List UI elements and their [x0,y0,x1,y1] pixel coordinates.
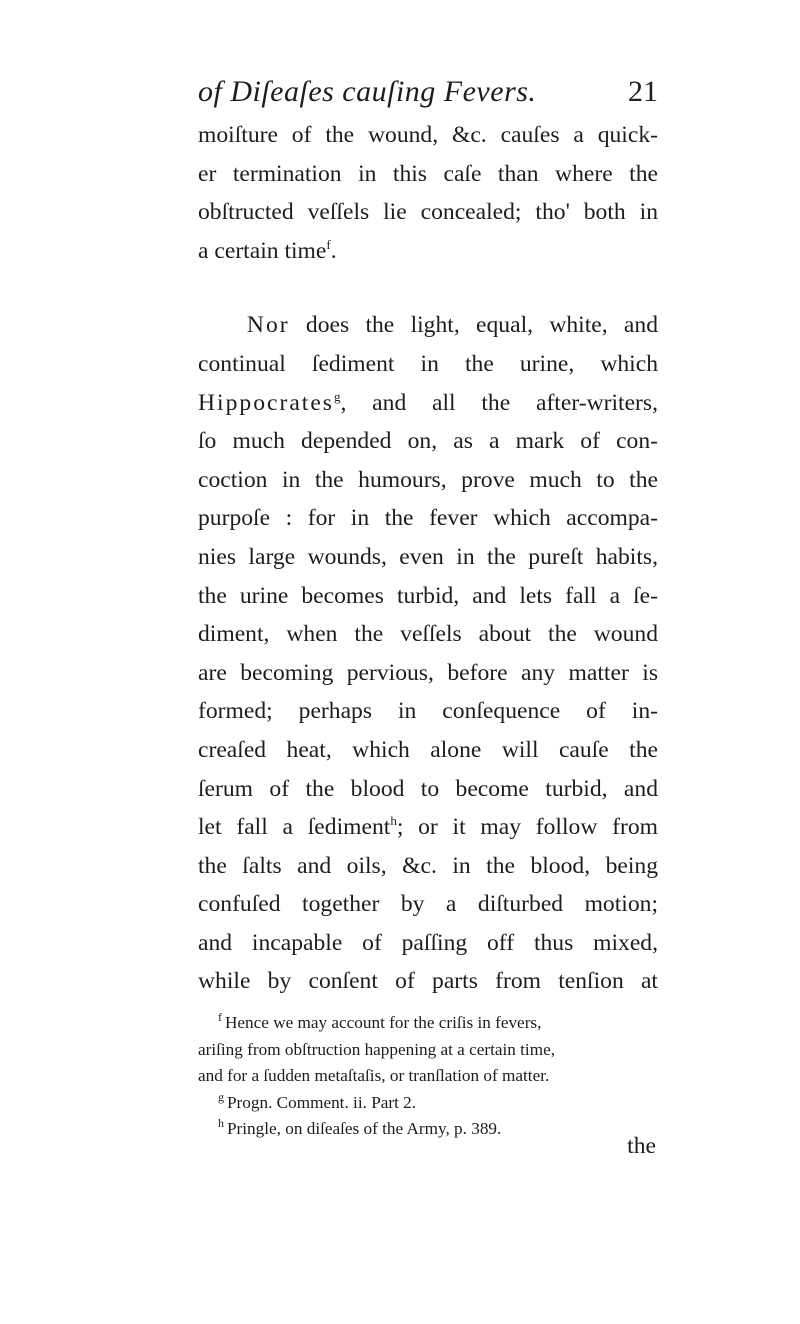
text-line [198,384,658,423]
footnote-ref-h: h [390,813,397,829]
text-line: creaſed heat, which alone will cauſe the [198,736,658,763]
footnote-text: ariſing from obſtruction happening at a certain time, [198,1039,556,1059]
text-line: confuſed together by a diſturbed motion; [198,891,658,918]
running-head [198,72,658,112]
footnote-h [198,1116,658,1143]
text-line [198,232,658,271]
running-title: of Diſeaſes cauſing Fevers. [198,75,537,108]
small-caps-word: Nor [246,312,290,339]
text-line: purpoſe : for in the fever which accompa- [198,505,658,532]
text-fragment: . [330,237,337,264]
text-line: diment, when the veſſels about the wound [198,621,658,648]
text-line: formed; perhaps in conſequence of in- [198,698,658,725]
text-line [198,306,658,345]
text-fragment: let fall a ſediment [198,814,391,841]
footnote-mark: h [218,1116,224,1131]
footnote-g [198,1090,658,1117]
text-fragment: , and all the after-writers, [340,389,658,416]
footnote-text: Pringle, on diſeaſes of the Army, p. 389. [227,1119,502,1138]
text-line: continual ſediment in the urine, which [198,350,658,377]
footnote-ref-f: f [326,236,331,252]
text-fragment: a certain time [198,237,327,264]
text-line: obſtructed veſſels lie concealed; tho' both in [198,199,658,226]
text-line: er termination in this caſe than where the [198,160,658,187]
text-line: while by conſent of parts from tenſion at [198,968,658,995]
footnote-f [198,1010,658,1037]
footnote-text: Progn. Comment. ii. Part 2. [227,1092,417,1112]
catchword: the [627,1133,656,1159]
footnote-text: and for a ſudden metaſtaſis, or tranſlation of matter. [198,1066,550,1085]
body-text [198,116,658,1001]
footnote-mark: f [218,1010,222,1025]
text-line: ſo much depended on, as a mark of con- [198,428,658,455]
footnote-mark: g [218,1089,224,1104]
text-line: ſerum of the blood to become turbid, and [198,775,658,802]
text-line [198,808,658,847]
text-line: the urine becomes turbid, and lets fall a ſe- [198,582,658,609]
footnotes [198,1010,658,1143]
text-fragment: ; or it may follow from [396,814,658,841]
footnote-ref-g: g [334,388,341,404]
text-line: nies large wounds, even in the pureſt habits, [198,543,658,570]
page-number: 21 [628,75,658,108]
text-line: moiſture of the wound, &c. cauſes a quick- [198,122,658,148]
author-name: Hippocrates [198,389,334,416]
text-line: and incapable of paſſing off thus mixed, [198,929,658,956]
text-fragment: does the light, equal, white, and [289,312,658,339]
footnote-text: Hence we may account for the criſis in fevers, [225,1013,542,1032]
paragraph-gap [198,270,658,306]
text-line: are becoming pervious, before any matter is [198,659,658,686]
text-line: coction in the humours, prove much to the [198,466,658,493]
text-line: the ſalts and oils, &c. in the blood, being [198,852,658,879]
